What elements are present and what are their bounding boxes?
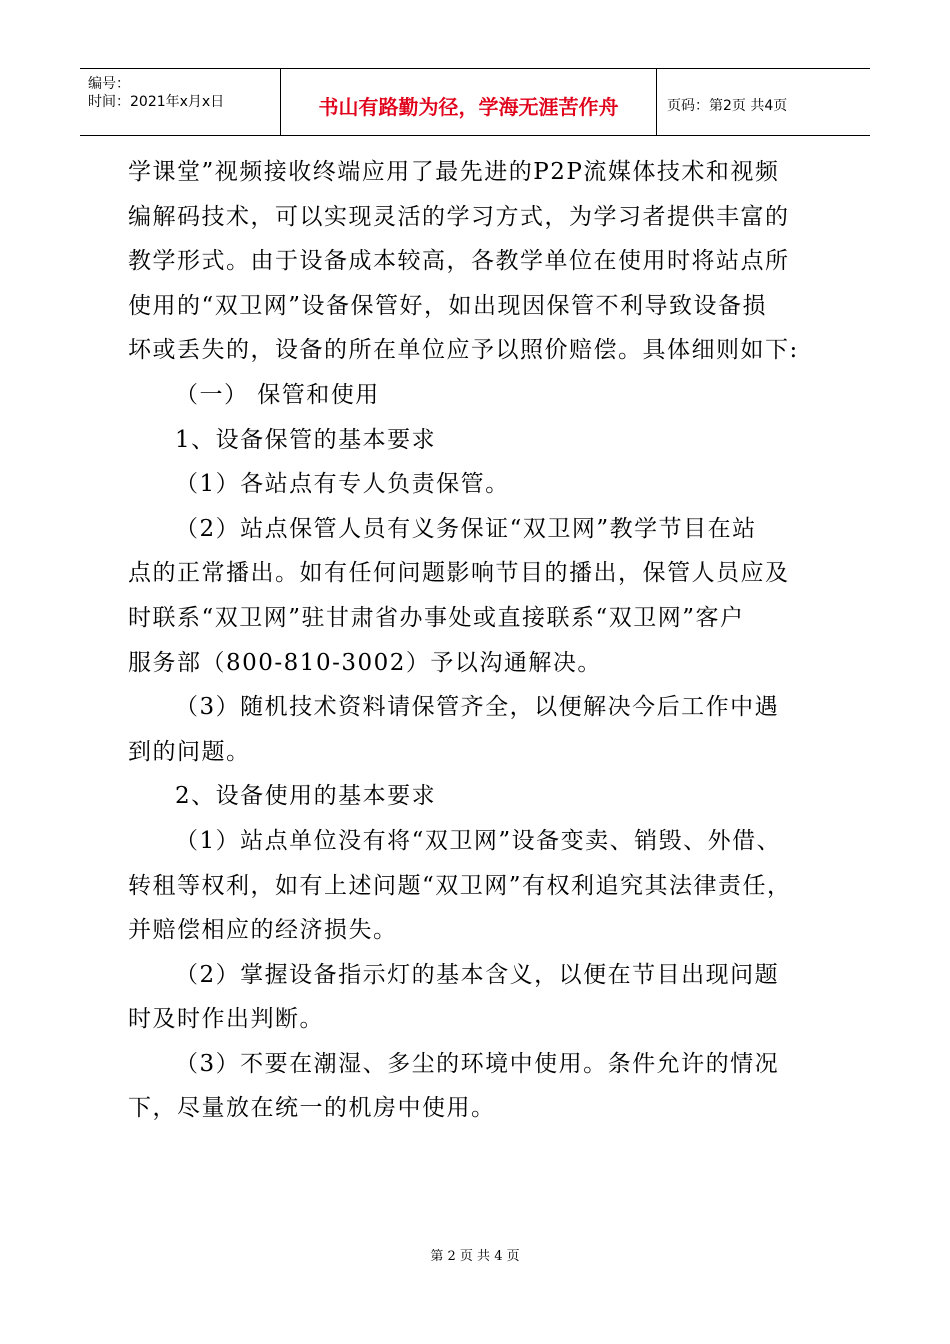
- page-header: [80, 68, 870, 136]
- body-line: 到的问题。: [128, 738, 251, 765]
- document-number-label: 编号：: [88, 76, 130, 92]
- header-page-info: 页码：第2页 共4页: [667, 98, 788, 114]
- body-line: 时及时作出判断。: [128, 1006, 324, 1033]
- body-line: （3）随机技术资料请保管齐全，以便解决今后工作中遇: [175, 694, 780, 721]
- page-footer: 第 2 页 共 4 页: [430, 1249, 520, 1264]
- body-line: 学课堂”视频接收终端应用了最先进的P2P流媒体技术和视频: [128, 159, 780, 185]
- body-line: 坏或丢失的，设备的所在单位应予以照价赔偿。具体细则如下:: [128, 337, 799, 364]
- body-line: 时联系“双卫网”驻甘肃省办事处或直接联系“双卫网”客户: [128, 604, 745, 631]
- body-line: 并赔偿相应的经济损失。: [128, 917, 398, 944]
- body-line: 使用的“双卫网”设备保管好，如出现因保管不利导致设备损: [128, 292, 768, 319]
- subsection-heading: 2、设备使用的基本要求: [175, 783, 437, 810]
- body-line: 下，尽量放在统一的机房中使用。: [128, 1095, 496, 1122]
- body-line: 转租等权利，如有上述问题“双卫网”有权利追究其法律责任，: [128, 872, 792, 899]
- header-motto: 书山有路勤为径，学海无涯苦作舟: [281, 69, 657, 135]
- section-heading: （一） 保管和使用: [175, 381, 380, 408]
- body-line: 点的正常播出。如有任何问题影响节目的播出，保管人员应及: [128, 560, 790, 587]
- body-line: 教学形式。由于设备成本较高，各教学单位在使用时将站点所: [128, 248, 790, 275]
- body-line: （2）掌握设备指示灯的基本含义，以便在节目出现问题: [175, 961, 780, 988]
- body-line: 编解码技术，可以实现灵活的学习方式，为学习者提供丰富的: [128, 203, 790, 230]
- body-line: 服务部（800-810-3002）予以沟通解决。: [128, 649, 602, 676]
- body-line: （1）站点单位没有将“双卫网”设备变卖、销毁、外借、: [175, 827, 782, 854]
- subsection-heading: 1、设备保管的基本要求: [175, 426, 437, 453]
- document-date: 时间：2021年x月x日: [88, 94, 225, 110]
- body-line: （3）不要在潮湿、多尘的环境中使用。条件允许的情况: [175, 1050, 780, 1077]
- body-line: （1）各站点有专人负责保管。: [175, 471, 510, 498]
- header-meta: [80, 69, 281, 135]
- body-line: （2）站点保管人员有义务保证“双卫网”教学节目在站: [175, 515, 757, 542]
- document-body: [128, 150, 828, 1131]
